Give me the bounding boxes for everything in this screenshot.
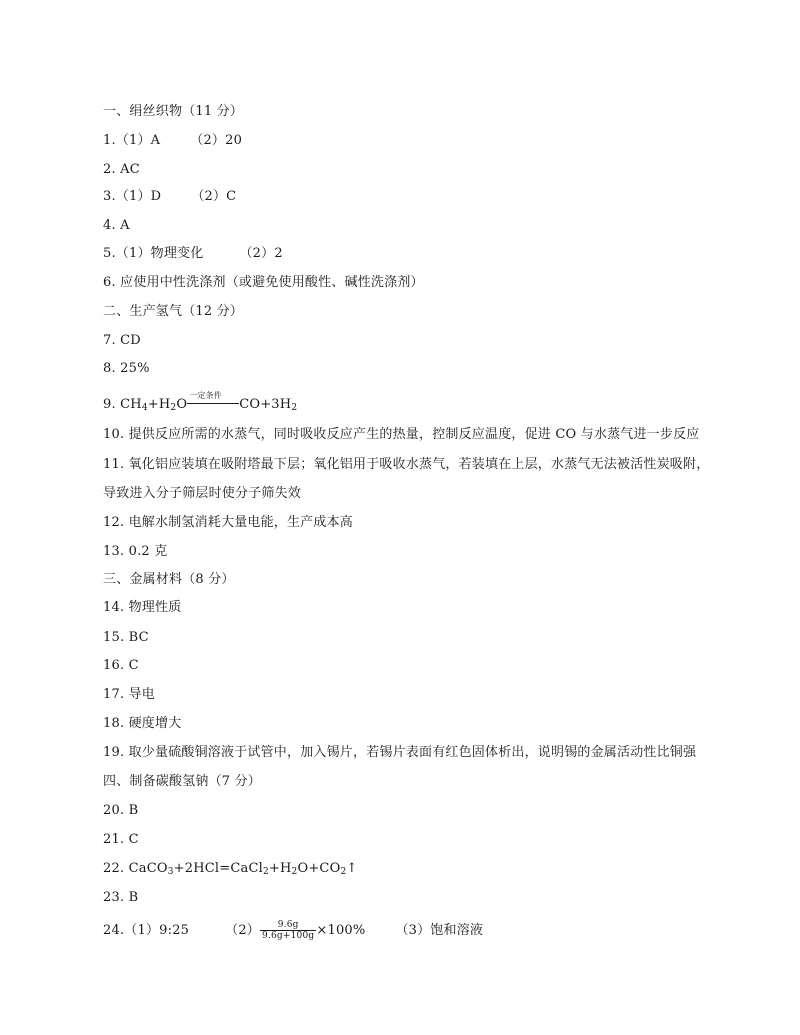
answer-5-part-1: 5.（1）物理变化 (103, 246, 204, 261)
answer-18 (103, 715, 181, 733)
equation-o-co: O+CO (297, 861, 341, 876)
reaction-condition: 一定条件 (189, 390, 223, 400)
reaction-arrow (187, 390, 239, 412)
answer-18-text: 18. 硬度增大 (103, 716, 182, 731)
equation-o: O (176, 397, 188, 412)
answer-13 (103, 543, 167, 561)
answer-15-text: 15. BC (103, 630, 149, 645)
answer-10 (103, 426, 699, 444)
answer-4-text: 4. A (103, 218, 130, 233)
answer-15 (103, 629, 149, 647)
answer-13-text: 13. 0.2 克 (103, 544, 168, 559)
subscript-2: 2 (291, 867, 298, 877)
section-2-text: 二、生产氢气（12 分） (103, 304, 244, 319)
answer-5 (103, 245, 283, 263)
equation-plus-h: +H (147, 397, 171, 412)
answer-21-text: 21. C (103, 832, 139, 847)
answer-11 (103, 456, 709, 474)
answer-24-part-2-label: （2） (225, 923, 261, 938)
answer-14 (103, 599, 181, 617)
answer-21 (103, 831, 139, 849)
answer-16-text: 16. C (103, 658, 139, 673)
answer-14-text: 14. 物理性质 (103, 600, 182, 615)
answer-24 (103, 920, 483, 941)
answer-10-text: 10. 提供反应所需的水蒸气，同时吸收反应产生的热量，控制反应温度，促进 CO 与水蒸气进一步反应 (103, 427, 700, 442)
answer-22-equation (103, 860, 357, 878)
equation-reactant-ch: 9. CH (103, 397, 142, 412)
answer-17-text: 17. 导电 (103, 687, 156, 702)
answer-6 (103, 274, 424, 292)
subscript-2: 2 (262, 867, 269, 877)
answer-1 (103, 132, 242, 150)
section-2-heading (103, 303, 243, 321)
answer-16 (103, 657, 139, 675)
equation-hcl-cacl: +2HCl=CaCl (173, 861, 263, 876)
section-1-heading (103, 103, 243, 121)
subscript-4: 4 (141, 403, 148, 413)
answer-7-text: 7. CD (103, 333, 141, 348)
section-3-text: 三、金属材料（8 分） (103, 572, 235, 587)
answer-11-text-1: 11. 氧化铝应装填在吸附塔最下层；氧化铝用于吸收水蒸气，若装填在上层，水蒸气无法被活性炭吸附， (103, 457, 710, 472)
answer-9-equation (103, 390, 298, 414)
fraction-numerator: 9.6g (260, 920, 316, 931)
answer-19-text: 19. 取少量硫酸铜溶液于试管中，加入锡片，若锡片表面有红色固体析出，说明锡的金属活动性比铜强 (103, 745, 697, 760)
answer-17 (103, 686, 155, 704)
answer-11-text-2: 导致进入分子筛层时使分子筛失效 (103, 486, 302, 501)
equation-products: CO+3H (239, 397, 292, 412)
reaction-bar (187, 403, 239, 404)
subscript-2: 2 (170, 403, 177, 413)
answer-24-part-1: 24.（1）9:25 (103, 923, 190, 938)
answer-20-text: 20. B (103, 803, 139, 818)
answer-5-part-2: （2）2 (239, 246, 283, 261)
section-1-text: 一、绢丝织物（11 分） (103, 104, 244, 119)
equation-caco: 22. CaCO (103, 861, 168, 876)
answer-23-text: 23. B (103, 890, 139, 905)
answer-23 (103, 889, 138, 907)
subscript-2: 2 (340, 867, 347, 877)
equation-plus-h: +H (268, 861, 292, 876)
subscript-2: 2 (291, 403, 298, 413)
answer-12-text: 12. 电解水制氢消耗大量电能，生产成本高 (103, 515, 354, 530)
answer-2 (103, 161, 140, 179)
answer-2-text: 2. AC (103, 162, 140, 177)
answer-8 (103, 360, 150, 378)
fraction-denominator: 9.6g+100g (262, 931, 315, 941)
answer-12 (103, 514, 353, 532)
answer-3 (103, 188, 236, 206)
answer-20 (103, 802, 138, 820)
answer-1-part-1: 1.（1）A (103, 133, 161, 148)
percent-factor: ×100% (316, 923, 366, 938)
answer-6-text: 6. 应使用中性洗涤剂（或避免使用酸性、碱性洗涤剂） (103, 275, 424, 290)
section-4-heading (103, 773, 261, 791)
answer-4 (103, 217, 130, 235)
gas-arrow-icon: ↑ (346, 861, 358, 876)
answer-19 (103, 744, 696, 762)
answer-1-part-2: （2）20 (190, 133, 243, 148)
section-4-text: 四、制备碳酸氢钠（7 分） (103, 774, 262, 789)
mass-fraction (260, 920, 316, 941)
answer-3-part-1: 3.（1）D (103, 189, 162, 204)
answer-3-part-2: （2）C (191, 189, 237, 204)
subscript-3: 3 (167, 867, 174, 877)
section-3-heading (103, 571, 235, 589)
answer-11-cont (103, 485, 301, 503)
answer-8-text: 8. 25% (103, 361, 150, 376)
answer-7 (103, 332, 141, 350)
answer-24-part-3: （3）饱和溶液 (395, 923, 484, 938)
